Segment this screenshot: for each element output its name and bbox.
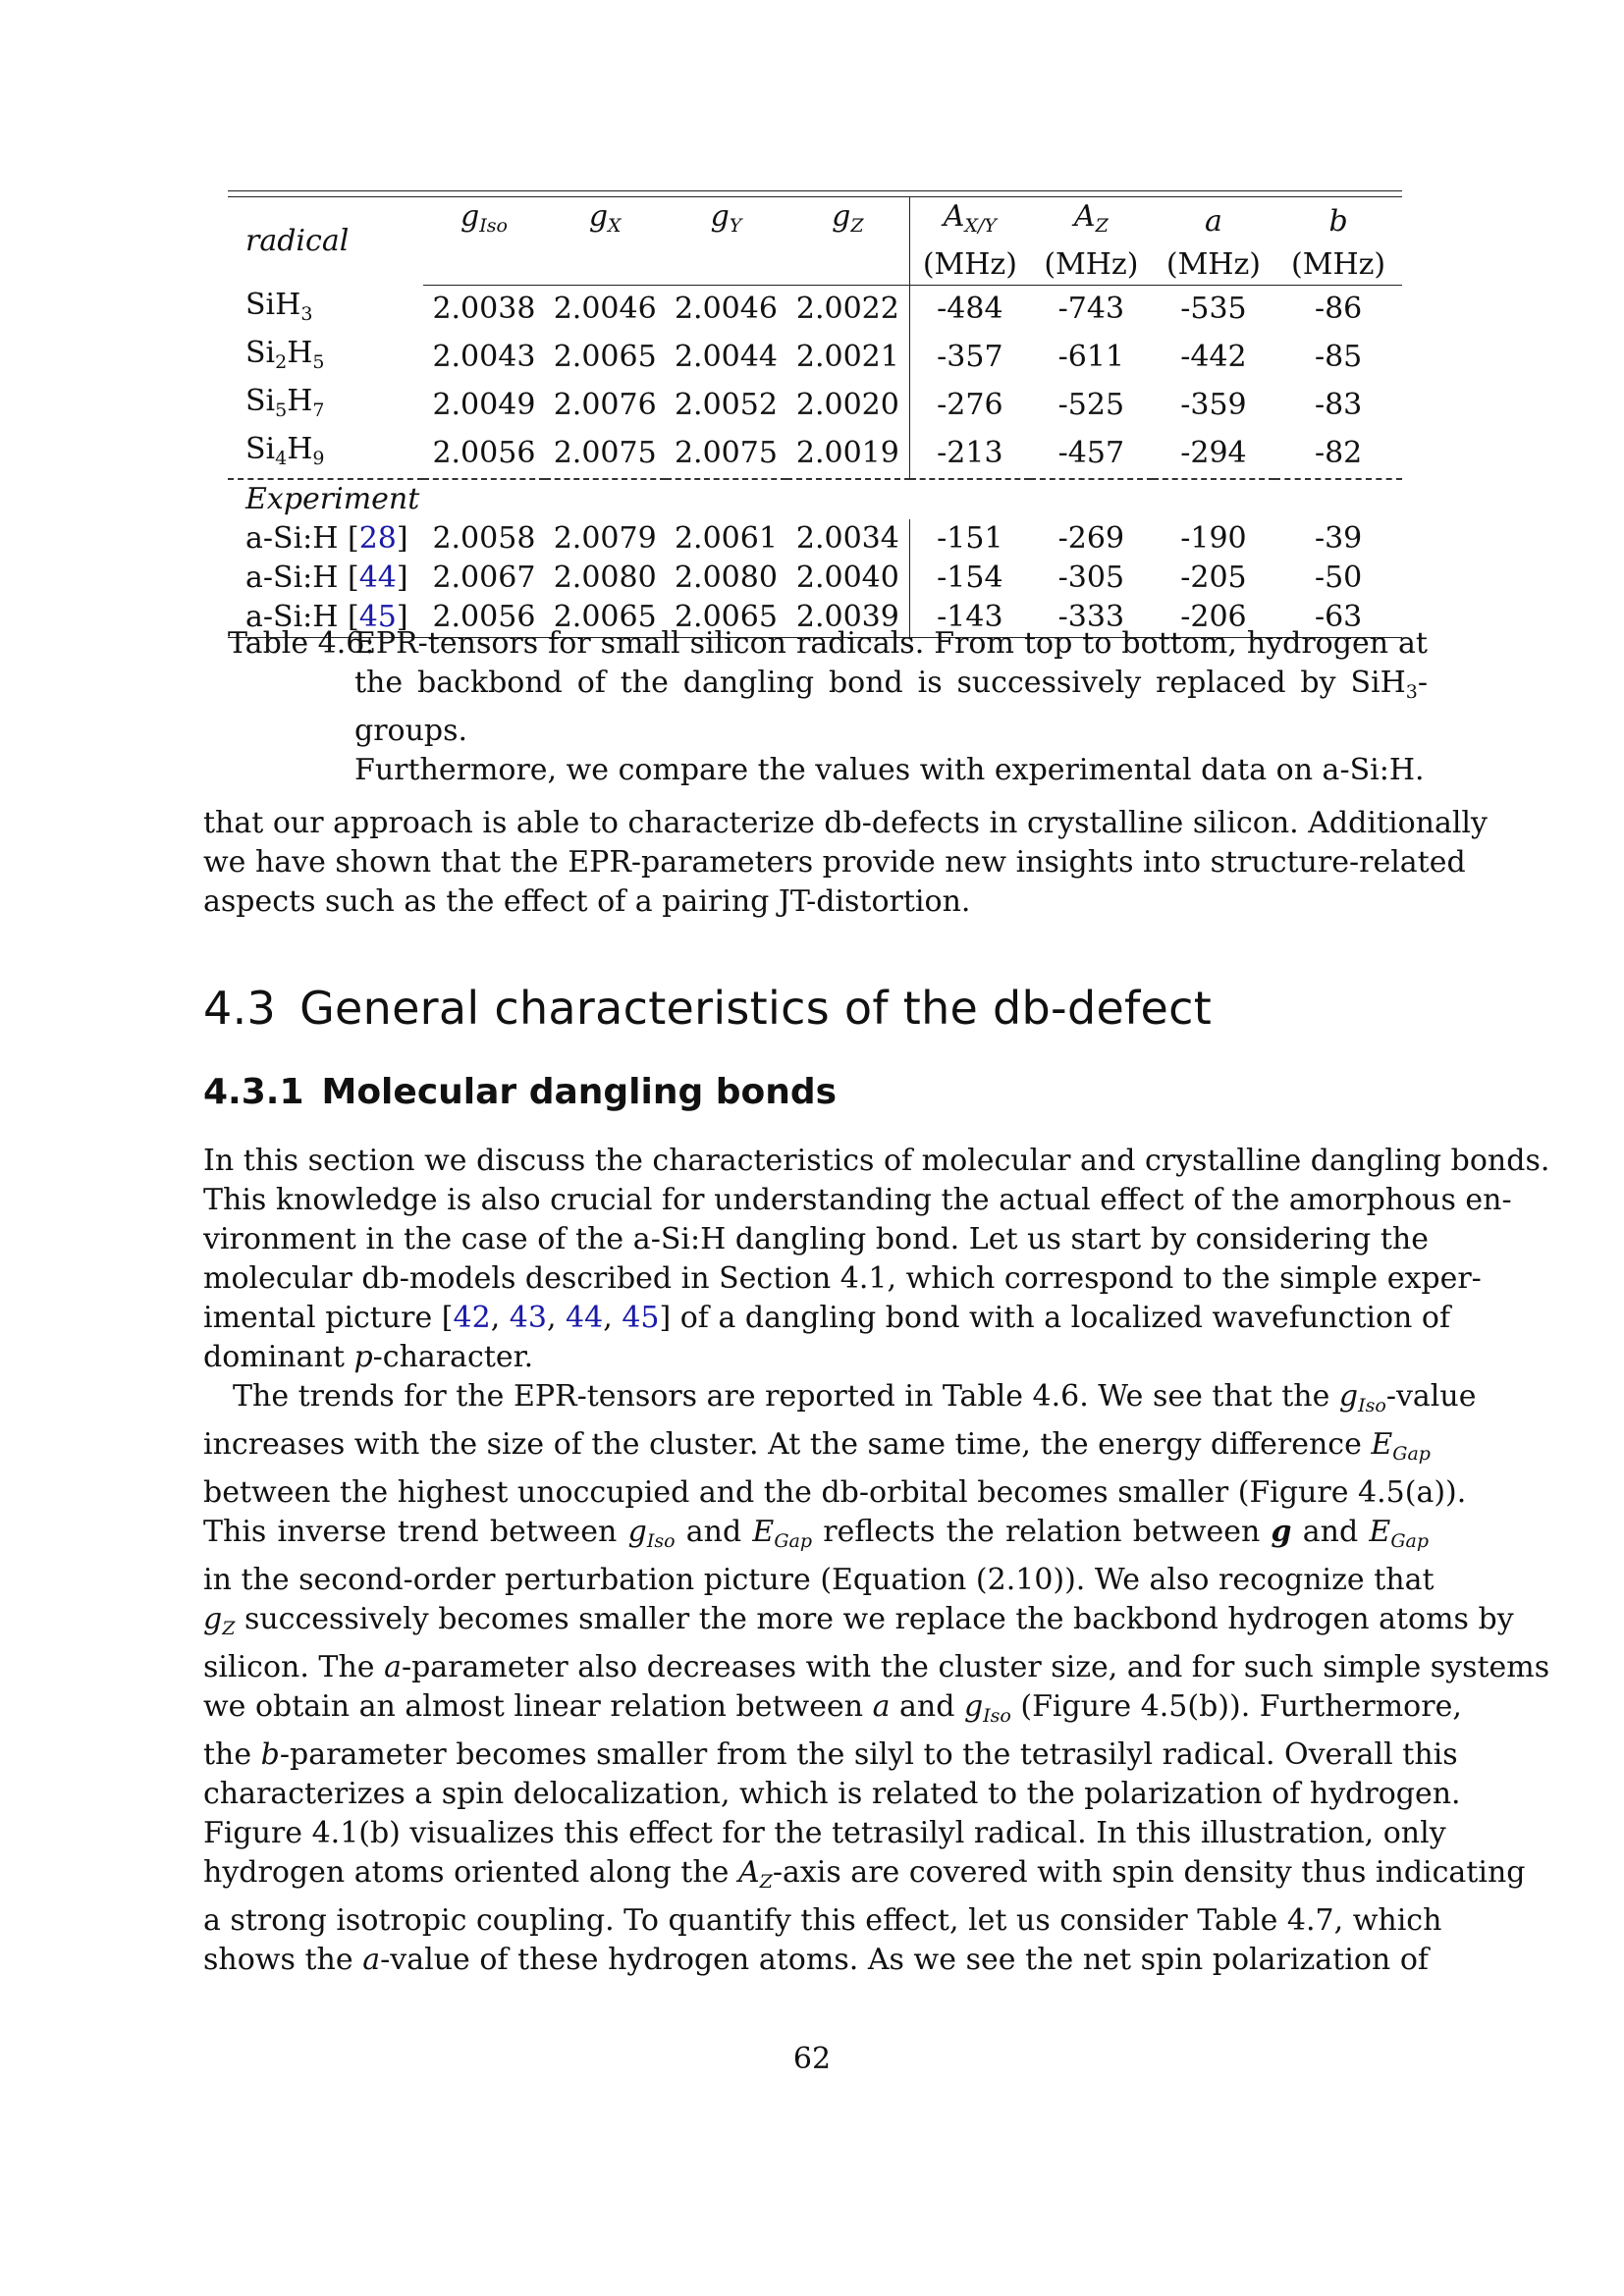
paragraph-1: In this section we discuss the characteristics of molecular and crystalline dangling bonds. This knowledge is also crucial for understanding the actual effect of the amorphous en- vironment in the case of the a-Si:H dangling bond. Let us start by considering the molecular db-models described in Section 4.1, which correspond to the simple exper- imental picture [42, 43, 44, 45] of a dangling bond with a localized wavefunction of dominant p-character. (203, 1144, 1550, 1374)
citation-link[interactable]: 43 (509, 1301, 547, 1335)
unit-a-z: (MHz) (1030, 245, 1153, 286)
epr-table (228, 190, 1402, 638)
header-a-z: $A_Z$ (1073, 199, 1109, 237)
citation-link[interactable]: 45 (358, 599, 397, 634)
table-row: a-Si:H [44] 2.0067 2.0080 2.0080 2.0040 -154 -305 -205 -50 (228, 559, 1402, 598)
citation-link[interactable]: 44 (358, 560, 397, 595)
row-label: $Si_4H_9$ (228, 430, 423, 479)
table-row: a-Si:H [28] 2.0058 2.0079 2.0061 2.0034 -151 -269 -190 -39 (228, 519, 1402, 559)
citation-link[interactable]: 42 (453, 1301, 491, 1335)
table-row: $Si_5H_7$ 2.0049 2.0076 2.0052 2.0020 -276 -525 -359 -83 (228, 382, 1402, 430)
header-g-y: $g_Y$ (710, 199, 742, 237)
table-row: a-Si:H [45] 2.0056 2.0065 2.0065 2.0039 -143 -333 -206 -63 (228, 598, 1402, 638)
citation-link[interactable]: 44 (566, 1301, 604, 1335)
citation-link[interactable]: 45 (622, 1301, 660, 1335)
row-label: SiH$_3$ (245, 287, 313, 325)
table-caption: Table 4.6: EPR-tensors for small silicon radicals. From top to bottom, hydrogen at the backbond of the dangling bond is successively replaced by SiH$_3$-groups. Furthermore, we compare the values with experimental data on a-Si:H. (228, 626, 1428, 787)
experiment-label-row (228, 479, 1402, 519)
intro-paragraph: that our approach is able to characterize db-defects in crystalline silicon. Additionally we have shown that the EPR-parameters provide new insights into structure-related aspects such as the effect of a pairing JT-distortion. (203, 806, 1488, 919)
unit-a-xy: (MHz) (909, 245, 1030, 286)
header-a-xy: $A_{X/Y}$ (943, 199, 997, 237)
experiment-label: Experiment (245, 481, 420, 516)
header-g-z: $g_Z$ (786, 197, 909, 245)
section-heading: 4.3 General characteristics of the db-defect (203, 982, 1213, 1035)
table-row: $Si_4H_9$ 2.0056 2.0075 2.0075 2.0019 -213 -457 -294 -82 (228, 430, 1402, 479)
table-row: $Si_2H_5$ 2.0043 2.0065 2.0044 2.0021 -357 -611 -442 -85 (228, 334, 1402, 382)
row-label: a-Si:H [28] (245, 520, 408, 556)
subsection-heading: 4.3.1 Molecular dangling bonds (203, 1072, 838, 1112)
table-row: SiH$_3$ 2.0038 2.0046 2.0046 2.0022 -484 -743 -535 -86 (228, 286, 1402, 334)
row-label: $Si_5H_7$ (245, 383, 325, 421)
header-a: a (1204, 203, 1222, 239)
table-header-row (228, 197, 1402, 245)
row-label: a-Si:H [45] (228, 598, 423, 638)
row-label: a-Si:H [44] (245, 560, 408, 595)
unit-b: (MHz) (1274, 245, 1402, 286)
header-b: b (1328, 203, 1348, 239)
header-g-iso: $g_{Iso}$ (460, 199, 508, 237)
header-g-x: $g_X$ (588, 199, 622, 237)
citation-link[interactable]: 28 (358, 520, 397, 556)
caption-label: Table 4.6: (228, 626, 375, 661)
header-radical: radical (245, 223, 350, 258)
page-number: 62 (792, 2042, 832, 2076)
unit-a: (MHz) (1153, 245, 1275, 286)
row-label: $Si_2H_5$ (245, 335, 325, 373)
paragraph-2: The trends for the EPR-tensors are reported in Table 4.6. We see that the $g_{Iso}$-value increases with the size of the cluster. At the same time, the energy difference $E_{Gap}$ between the highest unoccupied and the db-orbital becomes smaller (Figure 4.5(a)). This inverse trend between $g_{Iso}$ and $E_{Gap}$ reflects the relation between g and $E_{Gap}$ in the second-order perturbation picture (Equation (2.10)). We also recognize that $g_Z$ successively becomes smaller the more we replace the backbond hydrogen atoms by silicon. The a-parameter also decreases with the cluster size, and for such simple systems we obtain an almost linear relation between a and $g_{Iso}$ (Figure 4.5(b)). Furthermore, the b-parameter becomes smaller from the silyl to the tetrasilyl radical. Overall this characterizes a spin delocalization, which is related to the polarization of hydrogen. Figure 4.1(b) visualizes this effect for the tetrasilyl radical. In this illustration, only hydrogen atoms oriented along the $A_Z$-axis are covered with spin density thus indicating a strong isotropic coupling. To quantify this effect, let us consider Table 4.7, which shows the a-value of these hydrogen atoms. As we see the net spin polarization of (203, 1379, 1550, 1977)
table-top-rule (228, 190, 1402, 197)
